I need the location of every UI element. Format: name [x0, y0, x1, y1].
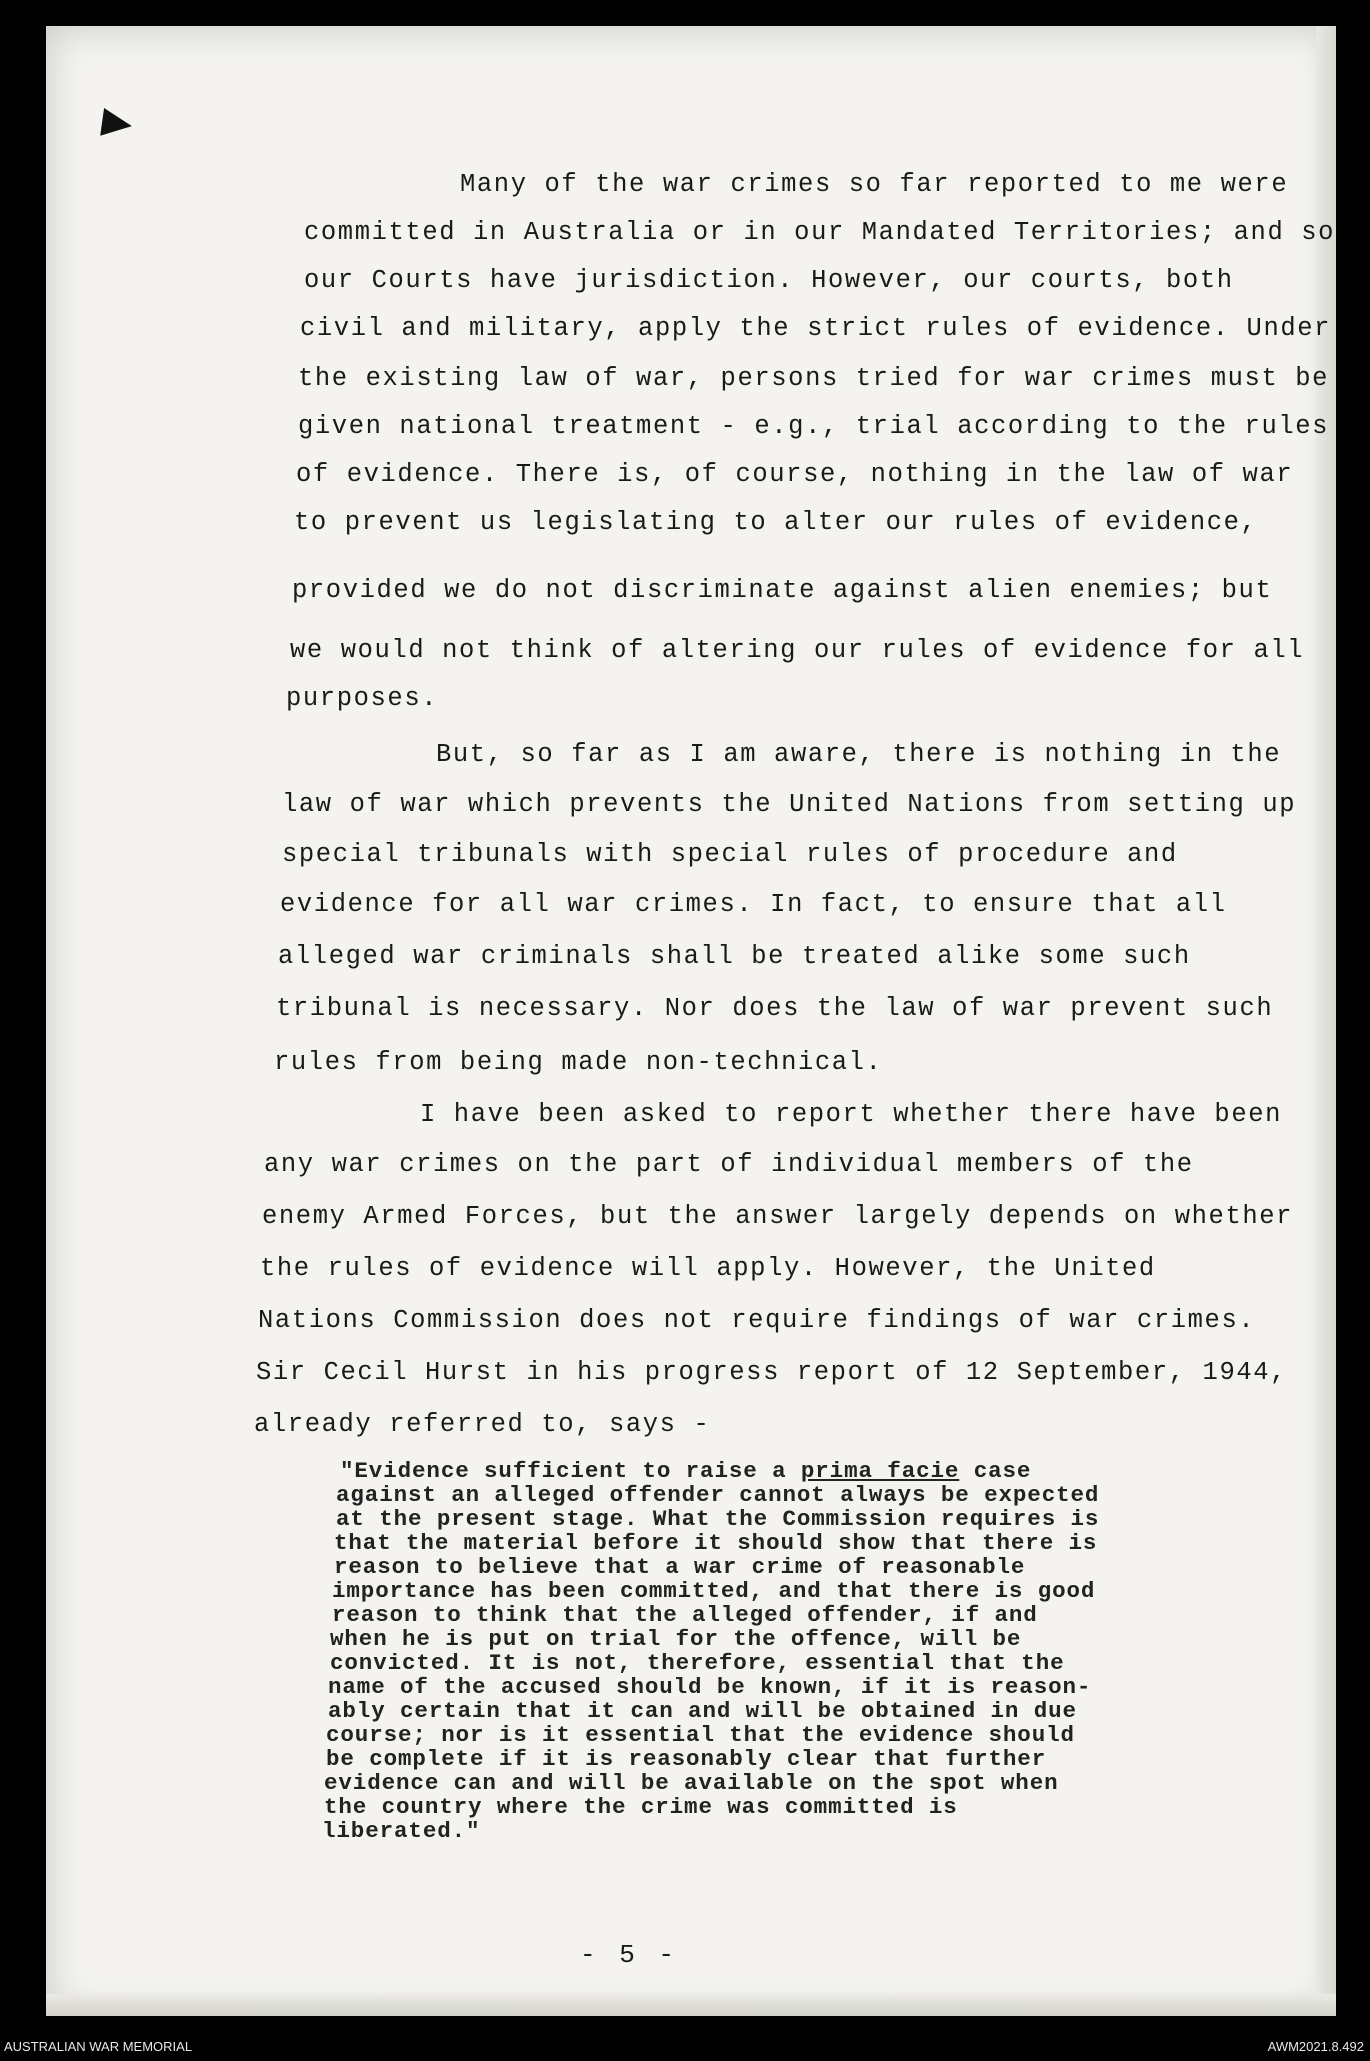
- text-line: already referred to, says -: [254, 1410, 711, 1439]
- text-line: purposes.: [286, 684, 439, 713]
- text-line: Nations Commission does not require findings of war crimes.: [258, 1306, 1256, 1335]
- text-line: of evidence. There is, of course, nothing in the law of war: [296, 460, 1294, 489]
- text-line: alleged war criminals shall be treated alike some such: [278, 942, 1191, 971]
- quote-line: reason to believe that a war crime of reasonable: [334, 1554, 1026, 1580]
- footer-source-label: AUSTRALIAN WAR MEMORIAL: [4, 2039, 193, 2054]
- page-number: - 5 -: [580, 1940, 679, 1970]
- text-line: Many of the war crimes so far reported to me were: [460, 170, 1289, 199]
- quote-emphasis: prima facie: [800, 1458, 960, 1484]
- text-line: committed in Australia or in our Mandated Territories; and so: [304, 218, 1336, 247]
- quote-line: evidence can and will be available on the spot when: [324, 1770, 1059, 1796]
- quote-line: against an alleged offender cannot always be expected: [336, 1482, 1100, 1508]
- quote-line: course; nor is it essential that the evidence should: [326, 1722, 1075, 1748]
- footer-bar: [0, 2031, 1370, 2061]
- text-line: to prevent us legislating to alter our rules of evidence,: [294, 508, 1258, 537]
- quote-line: when he is put on trial for the offence, will be: [330, 1626, 1022, 1652]
- text-line: we would not think of altering our rules of evidence for all: [290, 636, 1305, 665]
- quote-line: liberated.": [322, 1818, 481, 1844]
- text-line: law of war which prevents the United Nations from setting up: [282, 790, 1297, 819]
- quote-line: that the material before it should show that there is: [334, 1530, 1098, 1556]
- text-line: evidence for all war crimes. In fact, to ensure that all: [280, 890, 1227, 919]
- quote-line: at the present stage. What the Commission requires is: [336, 1506, 1100, 1532]
- quote-line: [340, 1460, 1031, 1483]
- quote-text: case: [959, 1458, 1032, 1484]
- text-line: the rules of evidence will apply. However, the United: [260, 1254, 1156, 1283]
- quote-text: "Evidence sufficient to raise a: [340, 1458, 801, 1484]
- text-line: any war crimes on the part of individual members of the: [264, 1150, 1194, 1179]
- text-line: Sir Cecil Hurst in his progress report of 12 September, 1944,: [256, 1358, 1288, 1387]
- text-line: our Courts have jurisdiction. However, our courts, both: [304, 266, 1234, 295]
- quote-line: name of the accused should be known, if it is reason-: [328, 1674, 1092, 1700]
- text-line: given national treatment - e.g., trial according to the rules: [298, 412, 1330, 441]
- quote-line: ably certain that it can and will be obtained in due: [328, 1698, 1077, 1724]
- quote-line: reason to think that the alleged offender, if and: [332, 1602, 1038, 1628]
- text-line: the existing law of war, persons tried for war crimes must be: [298, 364, 1330, 393]
- text-line: special tribunals with special rules of procedure and: [282, 840, 1178, 869]
- text-line: provided we do not discriminate against alien enemies; but: [292, 576, 1273, 605]
- quote-line: the country where the crime was committed is: [324, 1794, 958, 1820]
- quote-line: convicted. It is not, therefore, essential that the: [330, 1650, 1065, 1676]
- text-line: civil and military, apply the strict rules of evidence. Under: [300, 314, 1332, 343]
- quote-line: importance has been committed, and that there is good: [332, 1578, 1096, 1604]
- text-line: tribunal is necessary. Nor does the law of war prevent such: [276, 994, 1274, 1023]
- text-line: enemy Armed Forces, but the answer largely depends on whether: [262, 1202, 1294, 1231]
- footer-accession-number: AWM2021.8.492: [1267, 2039, 1364, 2054]
- text-line: But, so far as I am aware, there is nothing in the: [436, 740, 1282, 769]
- quote-line: be complete if it is reasonably clear that further: [326, 1746, 1047, 1772]
- text-line: I have been asked to report whether there have been: [420, 1100, 1283, 1129]
- text-line: rules from being made non-technical.: [274, 1048, 883, 1077]
